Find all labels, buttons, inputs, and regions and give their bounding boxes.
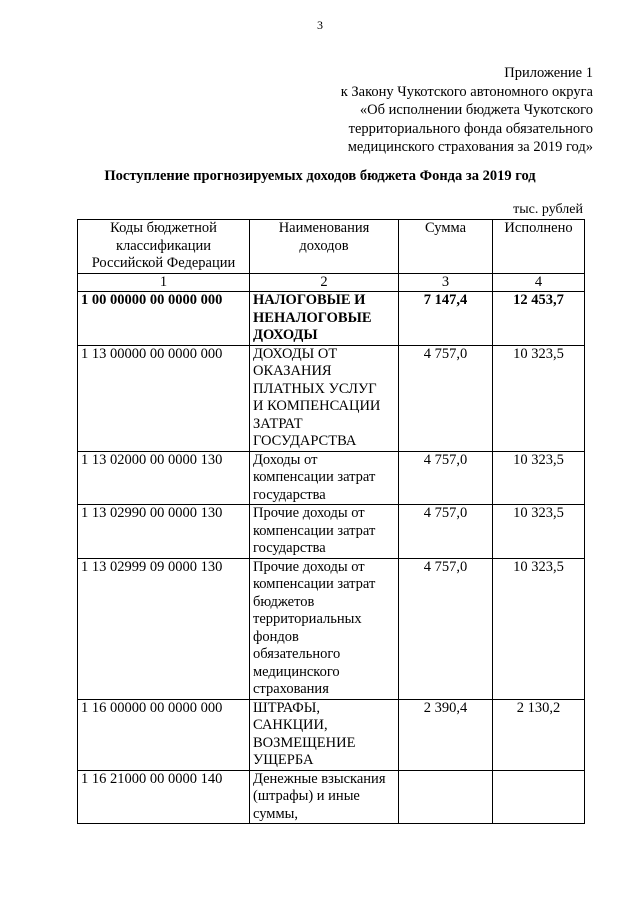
header-code: Коды бюджетной классификации Российской Федерации: [78, 220, 250, 274]
row-name-line: ГОСУДАРСТВА: [253, 433, 357, 449]
row-done: 12 453,7: [493, 292, 585, 346]
appendix-header: [173, 64, 593, 157]
row-code: 1 13 00000 00 0000 000: [78, 345, 250, 451]
row-sum: 7 147,4: [399, 292, 493, 346]
table-row: [78, 770, 585, 824]
column-numbers-row: [78, 273, 585, 292]
row-name: [250, 770, 399, 824]
header-sum: Сумма: [399, 220, 493, 274]
row-name-line: компенсации затрат: [253, 576, 376, 592]
row-sum: 4 757,0: [399, 451, 493, 505]
row-name-line: компенсации затрат: [253, 469, 376, 485]
page-number: 3: [317, 18, 323, 32]
row-done: [493, 770, 585, 824]
row-code: 1 13 02999 09 0000 130: [78, 558, 250, 699]
row-name-line: Прочие доходы от: [253, 505, 365, 521]
table-row: [78, 558, 585, 699]
row-name-line: ДОХОДЫ: [253, 327, 318, 343]
row-code: 1 13 02000 00 0000 130: [78, 451, 250, 505]
row-done: 10 323,5: [493, 345, 585, 451]
row-name-line: Прочие доходы от: [253, 558, 365, 575]
column-number: 4: [493, 273, 585, 292]
row-name-line: (штрафы) и иные: [253, 788, 360, 804]
appendix-line: к Закону Чукотского автономного округа: [340, 83, 593, 100]
row-code: 1 16 00000 00 0000 000: [78, 699, 250, 770]
income-table: [77, 219, 585, 824]
document-title: Поступление прогнозируемых доходов бюджета Фонда за 2019 год: [104, 168, 536, 184]
row-done: 2 130,2: [493, 699, 585, 770]
row-name: [250, 451, 399, 505]
row-name-line: НЕНАЛОГОВЫЕ: [253, 309, 372, 326]
table-row: [78, 451, 585, 505]
row-name: [250, 345, 399, 451]
appendix-line: «Об исполнении бюджета Чукотского: [359, 102, 593, 118]
column-number: 2: [250, 273, 399, 292]
row-name-line: компенсации затрат: [253, 522, 376, 539]
units-label: тыс. рублей: [513, 202, 583, 217]
row-name-line: страхования: [253, 681, 329, 697]
row-done: 10 323,5: [493, 505, 585, 559]
row-name-line: государства: [253, 486, 326, 503]
row-sum: 4 757,0: [399, 505, 493, 559]
row-code: 1 00 00000 00 0000 000: [78, 292, 250, 346]
appendix-line: территориального фонда обязательного: [348, 120, 593, 137]
row-name-line: ШТРАФЫ,: [253, 699, 320, 716]
row-name-line: ПЛАТНЫХ УСЛУГ: [253, 380, 377, 397]
row-name: [250, 699, 399, 770]
row-name-line: медицинского: [253, 663, 340, 680]
row-name-line: ОКАЗАНИЯ: [253, 363, 332, 379]
row-name-line: ДОХОДЫ ОТ: [253, 345, 338, 362]
row-name-line: бюджетов: [253, 593, 315, 610]
row-name-line: Доходы от: [253, 451, 318, 468]
table-row: [78, 505, 585, 559]
row-name-line: ВОЗМЕЩЕНИЕ: [253, 734, 356, 751]
appendix-line: Приложение 1: [504, 65, 593, 81]
row-name-line: фондов: [253, 628, 299, 645]
row-sum: 2 390,4: [399, 699, 493, 770]
table-row: [78, 699, 585, 770]
row-name: [250, 558, 399, 699]
column-number: 1: [78, 273, 250, 292]
row-done: 10 323,5: [493, 558, 585, 699]
row-sum: [399, 770, 493, 824]
table-row: [78, 345, 585, 451]
row-done: 10 323,5: [493, 451, 585, 505]
row-name-line: НАЛОГОВЫЕ И: [253, 292, 366, 308]
header-done: Исполнено: [493, 220, 585, 274]
row-name-line: территориальных: [253, 611, 362, 627]
row-sum: 4 757,0: [399, 345, 493, 451]
header-name: Наименования доходов: [250, 220, 399, 274]
row-name-line: ЗАТРАТ: [253, 415, 303, 432]
table-header-row: [78, 220, 585, 274]
row-name-line: САНКЦИИ,: [253, 717, 328, 733]
row-name-line: обязательного: [253, 646, 341, 662]
column-number: 3: [399, 273, 493, 292]
row-code: 1 16 21000 00 0000 140: [78, 770, 250, 824]
row-sum: 4 757,0: [399, 558, 493, 699]
row-name-line: УЩЕРБА: [253, 752, 314, 768]
row-name-line: суммы,: [253, 805, 299, 822]
row-code: 1 13 02990 00 0000 130: [78, 505, 250, 559]
row-name-line: И КОМПЕНСАЦИИ: [253, 398, 381, 414]
row-name: [250, 505, 399, 559]
appendix-line: медицинского страхования за 2019 год»: [347, 139, 593, 155]
table-row: [78, 292, 585, 346]
row-name: [250, 292, 399, 346]
row-name-line: Денежные взыскания: [253, 770, 386, 787]
row-name-line: государства: [253, 540, 326, 556]
